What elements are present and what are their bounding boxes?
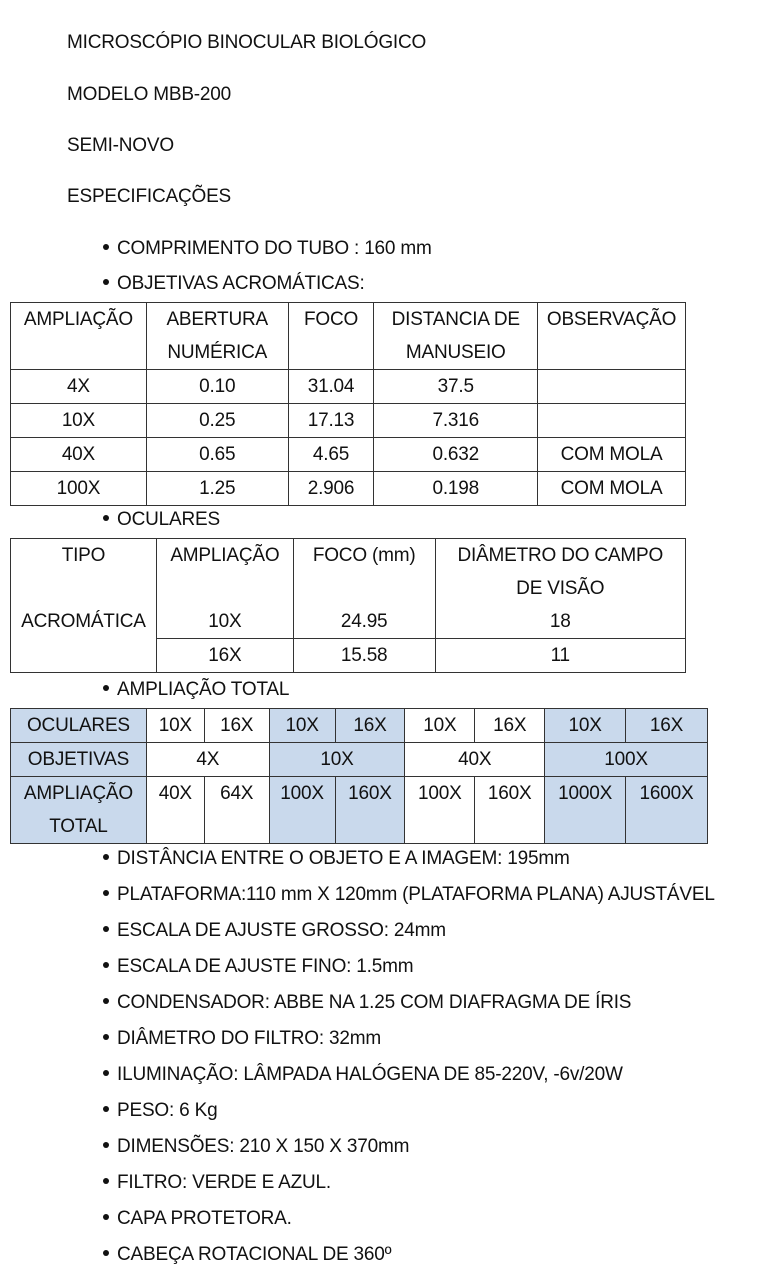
header-cell — [11, 303, 147, 370]
row-label: OCULARES — [11, 709, 147, 743]
table-cell: 10X — [405, 709, 475, 743]
table-cell: 2.906 — [288, 472, 374, 506]
table-cell: 18 — [435, 605, 686, 639]
header-cell — [156, 539, 293, 606]
table-cell: 100X — [269, 777, 335, 844]
specs-heading: ESPECIFICAÇÕES — [67, 186, 232, 207]
row-label — [11, 777, 147, 844]
bullet-text: DIMENSÕES: 210 X 150 X 370mm — [117, 1136, 410, 1157]
table-cell: 160X — [475, 777, 545, 844]
table-cell: 40X — [11, 438, 147, 472]
bullet-dot — [103, 890, 109, 896]
bullet-dot — [103, 962, 109, 968]
table-cell: 0.65 — [146, 438, 288, 472]
bullet-dot — [103, 854, 109, 860]
table-cell: 37.5 — [374, 370, 538, 404]
document-title: MICROSCÓPIO BINOCULAR BIOLÓGICO — [67, 32, 427, 53]
oculars-table — [10, 538, 686, 673]
table-cell: ACROMÁTICA — [11, 605, 157, 639]
table-cell — [11, 639, 157, 673]
bullet-text: PESO: 6 Kg — [117, 1100, 218, 1121]
bullet-text: ESCALA DE AJUSTE GROSSO: 24mm — [117, 920, 446, 941]
table-cell: 1.25 — [146, 472, 288, 506]
header-line: ABERTURA — [166, 309, 268, 330]
header-line: AMPLIAÇÃO — [170, 545, 280, 566]
table-cell: 1600X — [626, 777, 708, 844]
bullet-text: DISTÂNCIA ENTRE O OBJETO E A IMAGEM: 195mm — [117, 848, 570, 869]
table-cell: 0.198 — [374, 472, 538, 506]
table-cell: 4X — [11, 370, 147, 404]
row-label-line: AMPLIAÇÃO — [23, 783, 133, 804]
table-cell: 1000X — [545, 777, 626, 844]
header-cell — [435, 539, 686, 606]
bullet-dot — [103, 926, 109, 932]
table-cell: 7.316 — [374, 404, 538, 438]
bullet-text: AMPLIAÇÃO TOTAL — [117, 679, 290, 700]
table-row — [11, 472, 686, 506]
header-line — [157, 572, 293, 605]
header-line: AMPLIAÇÃO — [23, 309, 133, 330]
header-cell — [293, 539, 435, 606]
table-cell: 10X — [156, 605, 293, 639]
table-cell: 31.04 — [288, 370, 374, 404]
bullet-dot — [103, 998, 109, 1004]
table-cell: 16X — [204, 709, 269, 743]
bullet-spec — [103, 992, 631, 1014]
objectives-table — [10, 302, 686, 506]
bullet-spec — [103, 920, 446, 942]
table-row — [11, 743, 708, 777]
table-cell: 17.13 — [288, 404, 374, 438]
bullet-text: OCULARES — [117, 509, 220, 530]
table-cell: COM MOLA — [538, 438, 686, 472]
table-header-row — [11, 303, 686, 370]
table-cell: 10X — [11, 404, 147, 438]
table-cell: 64X — [204, 777, 269, 844]
table-cell: 40X — [146, 777, 204, 844]
bullet-spec — [103, 1100, 217, 1122]
bullet-dot — [103, 1070, 109, 1076]
row-label-line: TOTAL — [49, 816, 108, 837]
table-cell: 10X — [269, 709, 335, 743]
bullet-text: ILUMINAÇÃO: LÂMPADA HALÓGENA DE 85-220V, -6v/20W — [117, 1064, 623, 1085]
bullet-text: OBJETIVAS ACROMÁTICAS: — [117, 273, 365, 294]
header-line: NUMÉRICA — [167, 342, 268, 363]
bullet-dot — [103, 1034, 109, 1040]
bullet-text: CAPA PROTETORA. — [117, 1208, 292, 1229]
bullet-dot — [103, 1214, 109, 1220]
table-cell — [538, 370, 686, 404]
table-header-row — [11, 539, 686, 606]
table-cell: 16X — [156, 639, 293, 673]
header-cell — [538, 303, 686, 370]
bullet-spec — [103, 1208, 292, 1230]
row-label: OBJETIVAS — [11, 743, 147, 777]
header-cell — [11, 539, 157, 606]
header-line: TIPO — [61, 545, 106, 566]
bullet-spec — [103, 956, 413, 978]
table-cell: 0.25 — [146, 404, 288, 438]
bullet-total-magnification — [103, 679, 289, 701]
bullet-spec — [103, 1028, 381, 1050]
header-cell — [374, 303, 538, 370]
bullet-dot — [103, 279, 109, 285]
table-row — [11, 370, 686, 404]
header-line — [294, 572, 435, 605]
bullet-text: ESCALA DE AJUSTE FINO: 1.5mm — [117, 956, 414, 977]
table-row — [11, 777, 708, 844]
table-cell: 10X — [146, 709, 204, 743]
header-line: DIÂMETRO DO CAMPO — [457, 545, 664, 566]
header-line: MANUSEIO — [405, 342, 506, 363]
table-cell: 11 — [435, 639, 686, 673]
bullet-tube-length — [103, 238, 432, 260]
table-cell: 100X — [405, 777, 475, 844]
table-row — [11, 639, 686, 673]
header-cell — [288, 303, 374, 370]
header-line: FOCO — [303, 309, 359, 330]
table-cell: 0.10 — [146, 370, 288, 404]
bullet-objectives — [103, 273, 365, 295]
table-row — [11, 438, 686, 472]
bullet-dot — [103, 1142, 109, 1148]
table-cell: 24.95 — [293, 605, 435, 639]
bullet-text: CABEÇA ROTACIONAL DE 360º — [117, 1244, 392, 1265]
table-cell: COM MOLA — [538, 472, 686, 506]
bullet-spec — [103, 1064, 623, 1086]
bullet-spec — [103, 848, 570, 870]
table-cell: 40X — [405, 743, 545, 777]
bullet-spec — [103, 1244, 391, 1266]
bullet-text: COMPRIMENTO DO TUBO : 160 mm — [117, 238, 432, 259]
table-cell: 100X — [545, 743, 708, 777]
table-cell: 16X — [335, 709, 405, 743]
table-row — [11, 404, 686, 438]
bullet-text: CONDENSADOR: ABBE NA 1.25 COM DIAFRAGMA DE ÍRIS — [117, 992, 632, 1013]
bullet-text: DIÂMETRO DO FILTRO: 32mm — [117, 1028, 382, 1049]
header-cell — [146, 303, 288, 370]
table-cell: 16X — [626, 709, 708, 743]
bullet-text: FILTRO: VERDE E AZUL. — [117, 1172, 331, 1193]
total-magnification-table — [10, 708, 708, 844]
bullet-spec — [103, 1172, 331, 1194]
table-cell — [538, 404, 686, 438]
table-row — [11, 605, 686, 639]
bullet-spec — [103, 1136, 409, 1158]
condition-line: SEMI-NOVO — [67, 135, 174, 156]
model-line: MODELO MBB-200 — [67, 84, 232, 105]
header-line: FOCO (mm) — [312, 545, 416, 566]
table-cell: 100X — [11, 472, 147, 506]
table-cell: 4X — [146, 743, 269, 777]
table-cell: 10X — [545, 709, 626, 743]
bullet-spec — [103, 884, 715, 906]
bullet-text: PLATAFORMA:110 mm X 120mm (PLATAFORMA PLANA) AJUSTÁVEL — [117, 884, 715, 905]
bullet-oculars — [103, 509, 220, 531]
bullet-dot — [103, 1250, 109, 1256]
header-line: DISTANCIA DE — [391, 309, 520, 330]
table-cell: 10X — [269, 743, 405, 777]
bullet-dot — [103, 1178, 109, 1184]
table-cell: 15.58 — [293, 639, 435, 673]
bullet-dot — [103, 515, 109, 521]
header-line — [11, 572, 156, 605]
header-line: OBSERVAÇÃO — [546, 309, 677, 330]
table-cell: 4.65 — [288, 438, 374, 472]
bullet-dot — [103, 685, 109, 691]
bullet-dot — [103, 1106, 109, 1112]
table-cell: 16X — [475, 709, 545, 743]
table-cell: 0.632 — [374, 438, 538, 472]
table-cell: 160X — [335, 777, 405, 844]
bullet-dot — [103, 244, 109, 250]
table-row — [11, 709, 708, 743]
header-line: DE VISÃO — [516, 578, 605, 599]
